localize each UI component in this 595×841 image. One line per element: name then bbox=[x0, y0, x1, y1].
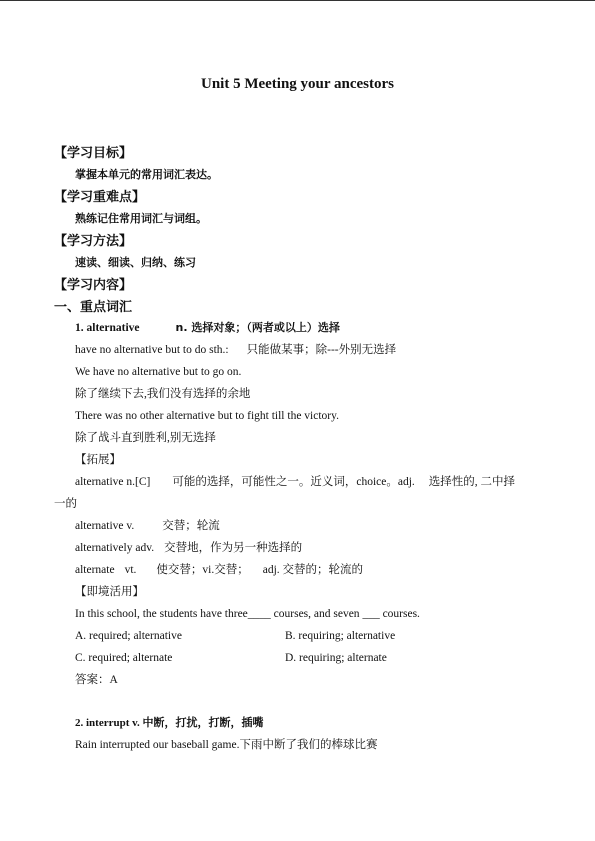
question-part-b: courses, and seven bbox=[273, 608, 360, 620]
extend-label: 【拓展】 bbox=[75, 454, 121, 466]
extension-1 bbox=[75, 475, 515, 489]
entry1-headline bbox=[75, 321, 340, 335]
ext3-meaning: 交替地，作为另一种选择的 bbox=[164, 542, 303, 554]
question-blank-1: ____ bbox=[247, 608, 271, 620]
question-part-a: In this school, the students have three bbox=[75, 608, 248, 620]
ext3-word: alternatively adv. bbox=[75, 542, 155, 554]
page-title: Unit 5 Meeting your ancestors bbox=[200, 76, 395, 92]
extension-4 bbox=[75, 563, 363, 577]
goal-text: 掌握本单元的常用词汇表达。 bbox=[75, 168, 218, 181]
practice-question bbox=[75, 607, 420, 621]
answer: 答案：A bbox=[75, 674, 118, 686]
ext1-word: alternative n.[C] bbox=[75, 476, 151, 488]
ext2-meaning: 交替；轮流 bbox=[162, 520, 220, 532]
question-blank-2: ___ bbox=[362, 608, 380, 620]
top-rule bbox=[0, 0, 595, 1]
question-part-c: courses. bbox=[382, 608, 420, 620]
ext1-adj: 选择性的, 二中择 bbox=[428, 476, 516, 488]
ext4-word: alternate bbox=[75, 564, 115, 576]
ext2-word: alternative v. bbox=[75, 520, 135, 532]
ext1-meaning: 可能的选择，可能性之一。近义词，choice。adj. bbox=[172, 476, 415, 488]
option-b: B. requiring; alternative bbox=[285, 630, 396, 642]
example1-en: We have no alternative but to go on. bbox=[75, 366, 242, 378]
ext4-verb-meaning: 使交替；vi.交替； bbox=[156, 564, 249, 576]
example1-cn: 除了继续下去,我们没有选择的余地 bbox=[75, 388, 251, 400]
content-heading: 【学习内容】 bbox=[54, 278, 133, 293]
extension-1-wrap: 一的 bbox=[54, 498, 77, 510]
method-text: 速读、细读、归纳、练习 bbox=[75, 256, 196, 269]
entry1-pos: n. 选择对象；（两者或以上）选择 bbox=[175, 321, 340, 334]
method-heading: 【学习方法】 bbox=[54, 234, 133, 249]
entry2-example-cn: 下雨中断了我们的棒球比赛 bbox=[239, 739, 378, 751]
entry1-word: 1. alternative bbox=[75, 322, 140, 334]
example2-cn: 除了战斗直到胜利,别无选择 bbox=[75, 432, 216, 444]
extension-3 bbox=[75, 541, 302, 555]
key-text: 熟练记住常用词汇与词组。 bbox=[75, 212, 207, 225]
entry2-example-en: Rain interrupted our baseball game. bbox=[75, 739, 240, 751]
phrase-en: have no alternative but to do sth.: bbox=[75, 344, 229, 356]
key-heading: 【学习重难点】 bbox=[54, 190, 146, 205]
goal-heading: 【学习目标】 bbox=[54, 146, 133, 161]
example2-en: There was no other alternative but to fight till the victory. bbox=[75, 410, 339, 422]
ext4-adj-meaning: adj. 交替的；轮流的 bbox=[262, 564, 364, 576]
option-d: D. requiring; alternate bbox=[285, 652, 387, 664]
ext4-pos: vt. bbox=[124, 564, 137, 576]
option-c: C. required; alternate bbox=[75, 652, 173, 664]
practice-label: 【即境活用】 bbox=[75, 586, 144, 598]
entry2-headline: 2. interrupt v. 中断，打扰，打断，插嘴 bbox=[75, 717, 264, 729]
extension-2 bbox=[75, 519, 220, 533]
option-a: A. required; alternative bbox=[75, 630, 182, 642]
entry2-example bbox=[75, 738, 377, 752]
entry1-phrase bbox=[75, 343, 396, 357]
phrase-cn: 只能做某事；除---外别无选择 bbox=[246, 344, 397, 356]
vocab-heading: 一、重点词汇 bbox=[54, 300, 133, 315]
